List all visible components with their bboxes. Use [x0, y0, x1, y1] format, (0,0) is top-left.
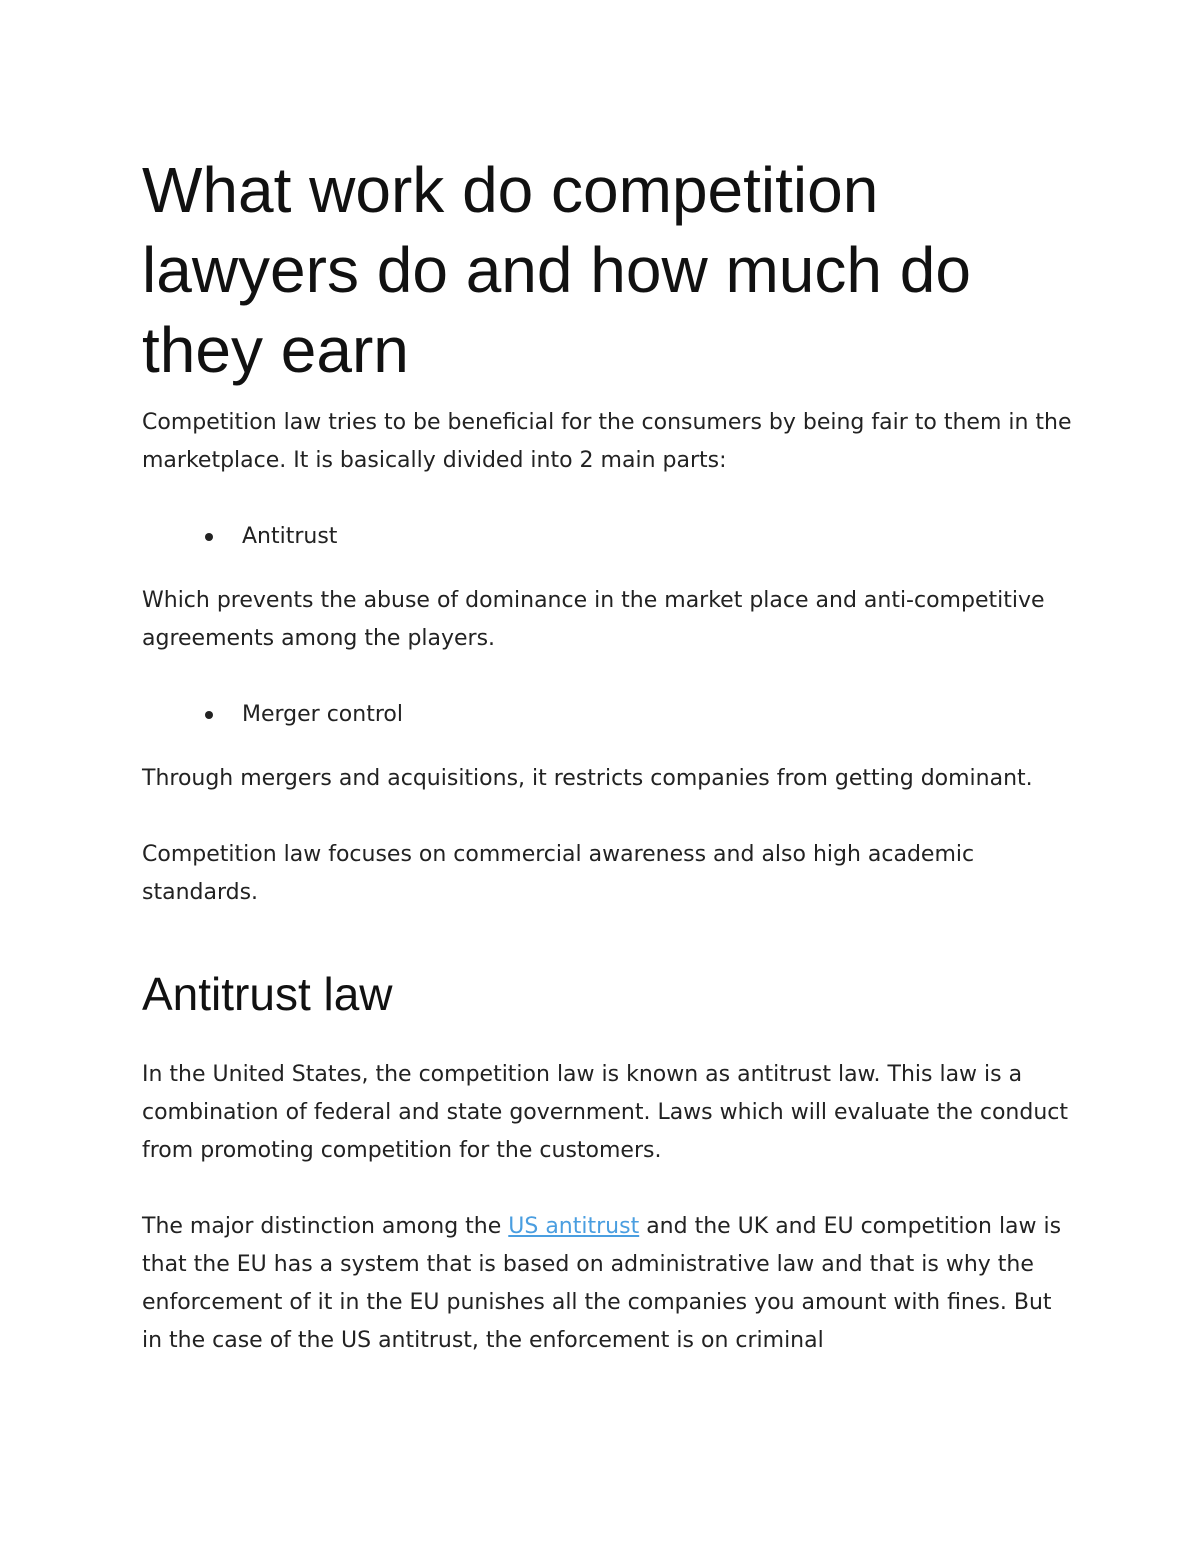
focus-paragraph: Competition law focuses on commercial awareness and also high academic standards. [142, 842, 975, 905]
bullet-list-merger [142, 696, 1072, 734]
section-heading: Antitrust law [142, 968, 393, 1020]
us-antitrust-link[interactable]: US antitrust [508, 1214, 640, 1239]
list-item-label: Merger control [242, 702, 403, 727]
bullet-icon [205, 533, 213, 541]
document-page [142, 150, 1072, 1398]
distinction-text-before: The major distinction among the [142, 1214, 509, 1239]
merger-paragraph: Through mergers and acquisitions, it restricts companies from getting dominant. [142, 766, 1033, 791]
bullet-list-antitrust [142, 518, 1072, 556]
us-paragraph: In the United States, the competition law is known as antitrust law. This law is a combination of federal and state government. Laws which will evaluate the conduct from promoting competition for the customers. [142, 1062, 1068, 1163]
list-item [142, 696, 1072, 734]
antitrust-paragraph: Which prevents the abuse of dominance in the market place and anti-competitive agreements among the players. [142, 588, 1045, 651]
bullet-icon [205, 711, 213, 719]
list-item-label: Antitrust [242, 524, 338, 549]
list-item [142, 518, 1072, 556]
distinction-paragraph [142, 1208, 1072, 1360]
page-title: What work do competition lawyers do and how much do they earn [142, 154, 971, 386]
distinction-text-after: and the UK and EU competition law is that the EU has a system that is based on administrative law and that is why the enforcement of it in the EU punishes all the companies you amount with fines. But in the case of the US antitrust, the enforcement is on criminal [142, 1214, 1062, 1353]
intro-paragraph: Competition law tries to be beneficial for the consumers by being fair to them in the marketplace. It is basically divided into 2 main parts: [142, 410, 1072, 473]
